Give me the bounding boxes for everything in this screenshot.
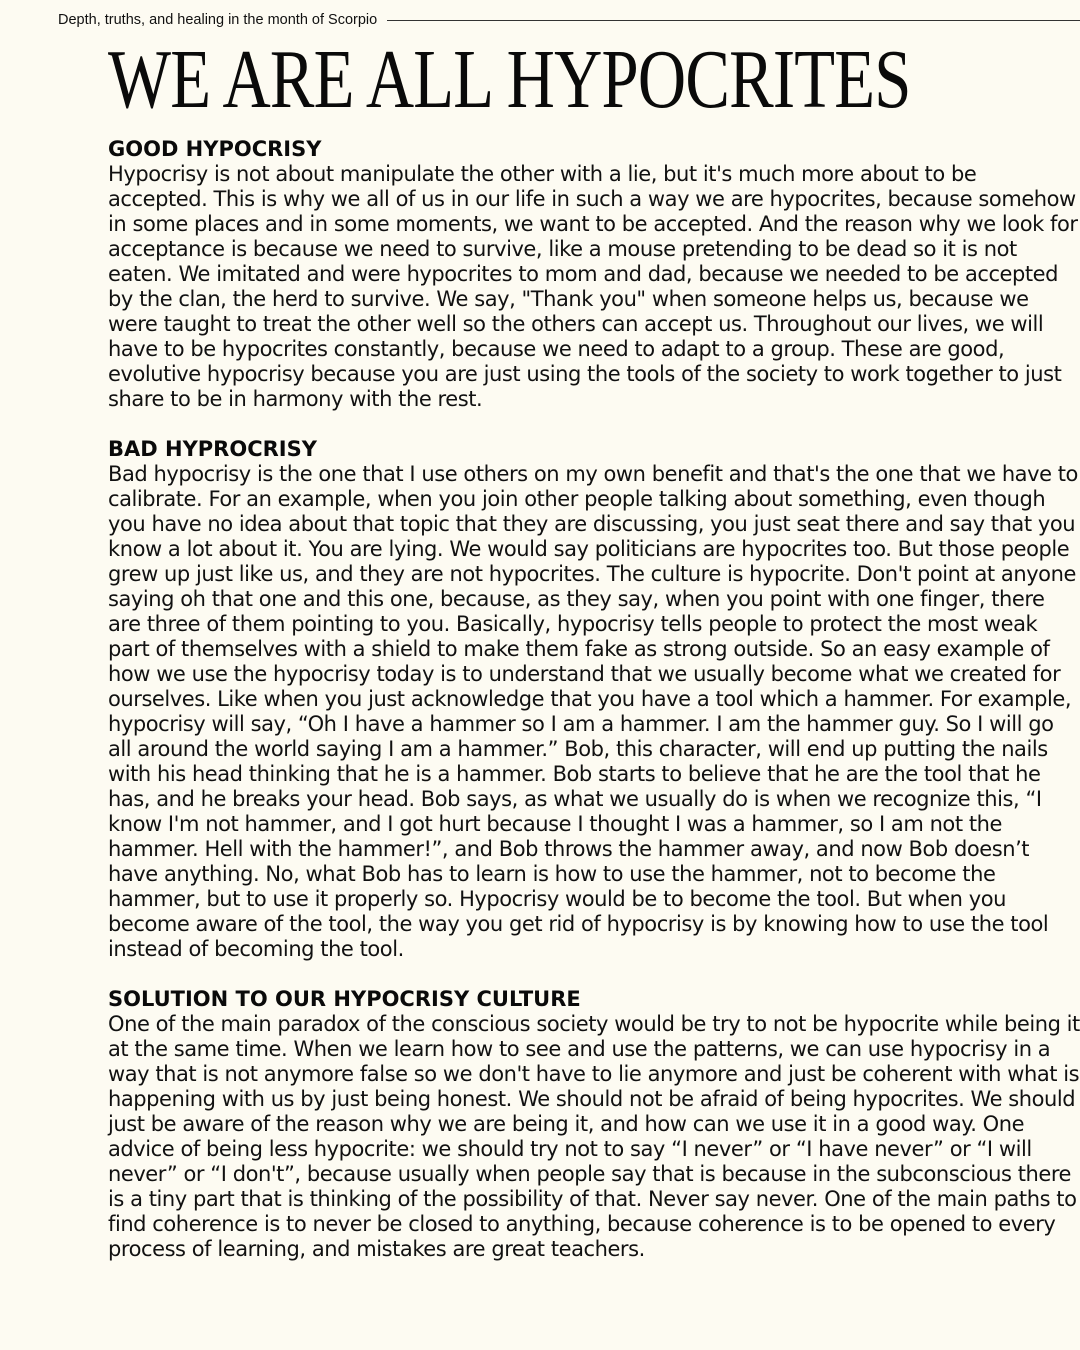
section-good-hypocrisy bbox=[108, 137, 1080, 412]
header-rule bbox=[387, 20, 1080, 21]
section-heading: BAD HYPROCRISY bbox=[108, 437, 317, 461]
section-solution bbox=[108, 987, 1080, 1262]
section-bad-hypocrisy bbox=[108, 437, 1080, 962]
article-body bbox=[108, 137, 1080, 1287]
page-title: WE ARE ALL HYPOCRITES bbox=[108, 33, 911, 126]
section-paragraph: Bad hypocrisy is the one that I use others on my own benefit and that's the one that we have to calibrate. For an example, when you join other people talking about something, even though you have no idea about that topic that they are discussing, you just seat there and say that you know a lot about it. You are lying. We would say politicians are hypocrites too. But those people grew up just like us, and they are not hypocrites. The culture is hypocrite. Don't point at anyone saying oh that one and this one, because, as they say, when you point with one finger, there are three of them pointing to you. Basically, hypocrisy tells people to protect the most weak part of themselves with a shield to make them fake as strong outside. So an easy example of how we use the hypocrisy today is to understand that we usually become what we created for ourselves. Like when you just acknowledge that you have a tool which a hammer. For example, hypocrisy will say, “Oh I have a hammer so I am a hammer. I am the hammer guy. So I will go all around the world saying I am a hammer.” Bob, this character, will end up putting the nails with his head thinking that he is a hammer. Bob starts to believe that he are the tool that he has, and he breaks your head. Bob says, as what we usually do is when we recognize this, “I know I'm not hammer, and I got hurt because I thought I was a hammer, so I am not the hammer. Hell with the hammer!”, and Bob throws the hammer away, and now Bob doesn’t have anything. No, what Bob has to learn is how to use the hammer, not to become the hammer, but to use it properly so. Hypocrisy would be to become the tool. But when you become aware of the tool, the way you get rid of hypocrisy is by knowing how to use the tool instead of becoming the tool. bbox=[108, 462, 1078, 961]
section-paragraph: Hypocrisy is not about manipulate the other with a lie, but it's much more about to be accepted. This is why we all of us in our life in such a way we are hypocrites, because somehow in some places and in some moments, we want to be accepted. And the reason why we look for acceptance is because we need to survive, like a mouse pretending to be dead so it is not eaten. We imitated and were hypocrites to mom and dad, because we needed to be accepted by the clan, the herd to survive. We say, "Thank you" when someone helps us, because we were taught to treat the other well so the others can accept us. Throughout our lives, we will have to be hypocrites constantly, because we need to adapt to a group. These are good, evolutive hypocrisy because you are just using the tools of the society to work together to just share to be in harmony with the rest. bbox=[108, 162, 1078, 411]
section-paragraph: One of the main paradox of the conscious society would be try to not be hypocrite while being it at the same time. When we learn how to see and use the patterns, we can use hypocrisy in a way that is not anymore false so we don't have to lie anymore and just be coherent with what is happening with us by just being honest. We should not be afraid of being hypocrites. We should just be aware of the reason why we are being it, and how can we use it in a good way. One advice of being less hypocrite: we should try not to say “I never” or “I have never” or “I will never” or “I don't”, because usually when people say that is because in the subconscious there is a tiny part that is thinking of the possibility of that. Never say never. One of the main paths to find coherence is to never be closed to anything, because coherence is to be opened to every process of learning, and mistakes are great teachers. bbox=[108, 1012, 1080, 1261]
kicker-text: Depth, truths, and healing in the month of Scorpio bbox=[58, 12, 378, 28]
section-heading: SOLUTION TO OUR HYPOCRISY CULTURE bbox=[108, 987, 581, 1011]
section-heading: GOOD HYPOCRISY bbox=[108, 137, 322, 161]
header-bar bbox=[58, 10, 1080, 30]
